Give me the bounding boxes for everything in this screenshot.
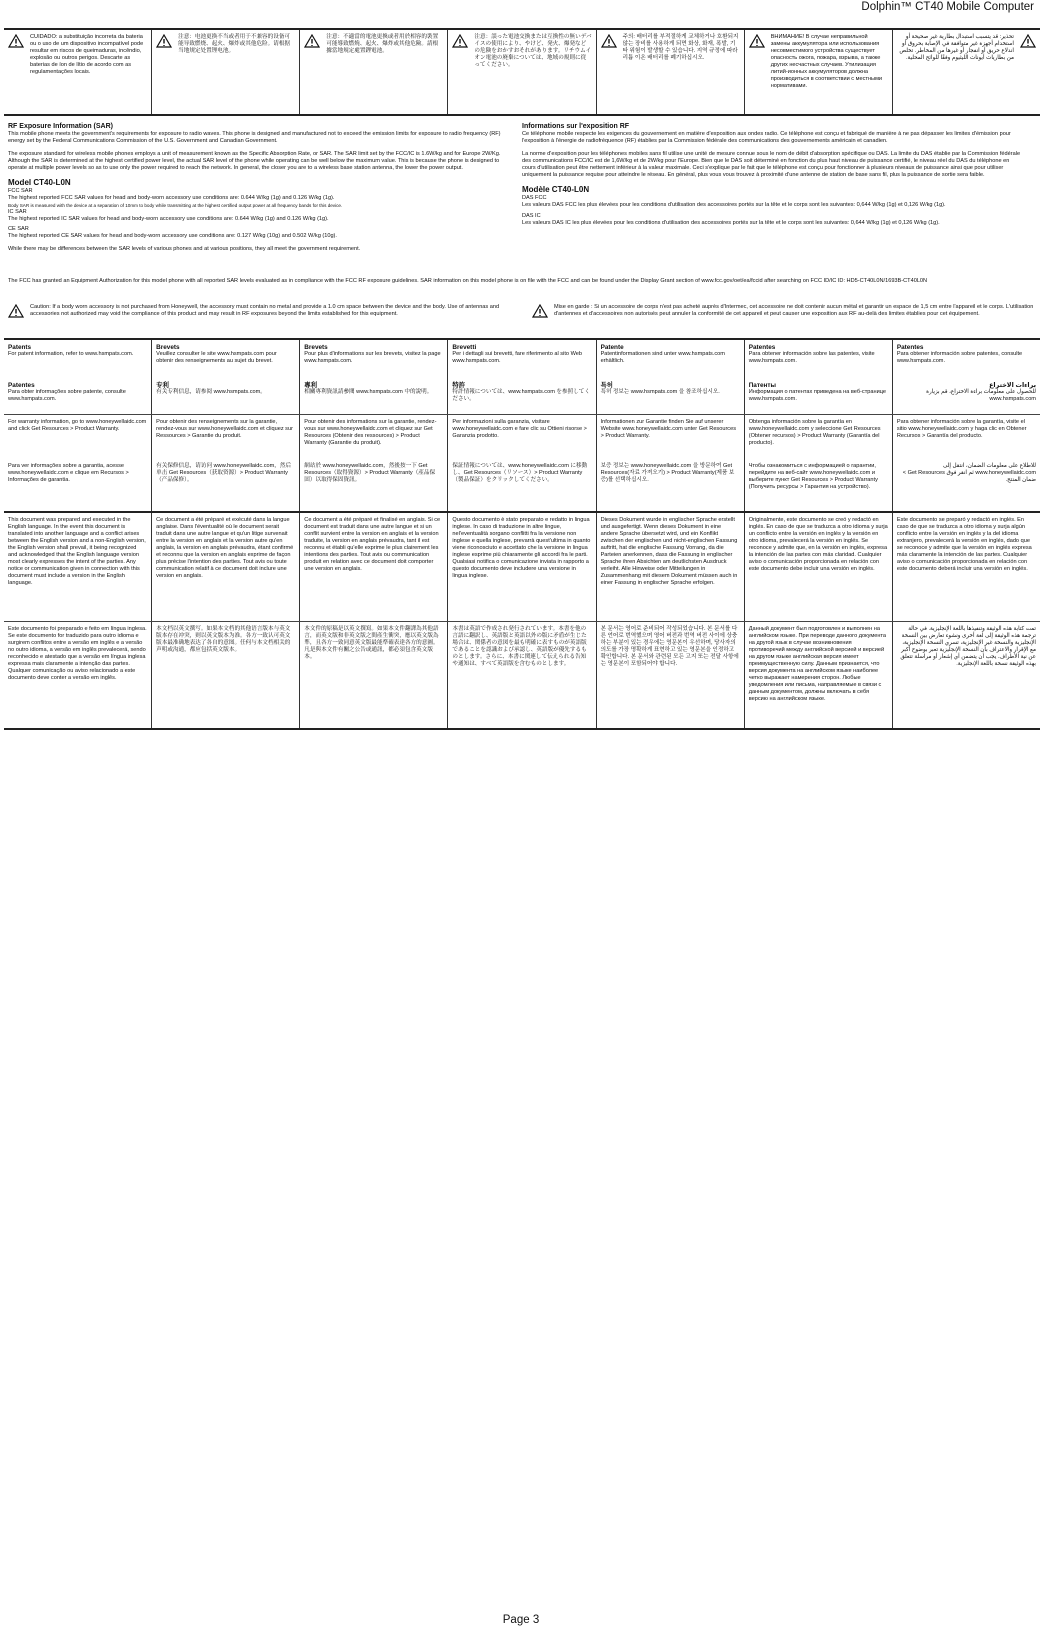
- warning-text: 注意：誤った電池交換または互換性の無いデバイスの使用により、やけど、発火、爆発などの危険をおかすおそれがあります。リチウムイオン電池の廃棄については、地域の規則に従ってください。: [474, 34, 592, 68]
- warning-triangle-icon: [452, 34, 468, 48]
- patent-title: Patentes: [8, 382, 35, 389]
- model-heading: Model CT40-L0N: [8, 178, 71, 187]
- patent-cell: [151, 340, 299, 378]
- patent-title: Patente: [600, 344, 624, 351]
- warning-text: 注意：不適當的電池更換或者用於相容的裝置可能導致燃燒、起火、爆炸或其他危險。請根據當地規定處置鋰電池。: [326, 34, 439, 54]
- patent-title: Brevetti: [452, 344, 477, 351]
- patent-text: For patent information, refer to www.hsmpats.com.: [8, 351, 134, 357]
- warranty-cell: 보증 정보는 www.honeywellaidc.com 을 방문하여 Get Resources(자료 가져오기) > Product Warranty(제품 보증)를 선택하십시오.: [596, 459, 744, 511]
- patent-text: Veuillez consulter le site www.hsmpats.com pour obtenir des renseignements au sujet du brevet.: [156, 351, 277, 364]
- page-number: Page 3: [502, 1614, 540, 1626]
- patent-title: Патенты: [748, 382, 776, 389]
- warranty-cell: 網站於 www.honeywellaidc.com，然後按一下 Get Resources（取得資源）> Product Warranty（產品保固）以取得保固資訊。: [299, 459, 447, 511]
- warning-cell: [447, 30, 595, 114]
- patent-title: Patentes: [748, 344, 776, 351]
- fcc-sar-text: The highest reported FCC SAR values for head and body-worn accessory use conditions are: 0.644 W/kg (1g) and 0.126 W/kg (1g).: [8, 195, 335, 201]
- warranty-cell: Per informazioni sulla garanzia, visitare www.honeywellaidc.com e fare clic su Ottieni risorse > Garanzia prodotto.: [447, 415, 595, 459]
- fcc-sar-note: Body SAR is measured with the device at a separation of 10mm to body while transmitting at the highest certified output power at all frequency bands for this device.: [8, 203, 343, 208]
- patent-cell: [744, 340, 892, 378]
- patent-cell: [447, 378, 595, 414]
- fcc-sar-text: Les valeurs DAS FCC les plus élevées pour les conditions d'utilisation des accessoires portés sur la tête et le corps sont les suivantes: 0,644 W/kg (1g) et 0,126 W/kg (1g).: [522, 202, 946, 208]
- patent-cell: [151, 378, 299, 414]
- patents-row: [4, 378, 1040, 414]
- warranty-cell: 保証情報については、www.honeywellaidc.com に移動し、Get Resources（リソース）> Product Warranty（製品保証）をクリックしてください。: [447, 459, 595, 511]
- language-notice-cell: Este documento foi preparado e feito em língua inglesa. Se este documento for traduzido para outro idioma e surgirem conflitos entre a versão em inglês e a versão no outro idioma, a versão em inglês prevalecerá, sendo reconhecido e atestado que a versão em língua inglesa expressa mais claramente a intenção das partes. Qualquer comunicação ou aviso relacionado a este documento deve conter a versão em inglês.: [8, 626, 147, 681]
- warranty-cell: Para ver informações sobre a garantia, acesse www.honeywellaidc.com e clique em Recursos > Informações de garantia.: [8, 463, 129, 483]
- warranty-cell: للاطلاع على معلومات الضمان، انتقل إلى www.honeywellaidc.com ثم انقر فوق Get Resources > ضمان المنتج.: [892, 459, 1040, 511]
- warning-triangle-icon: [8, 304, 24, 318]
- language-notice-cell: Originalmente, este documento se creó y redactó en inglés. En caso de que se traduzca a otro idioma y surja un conflicto entre la versión en inglés y la versión en otro idioma, prevalecerá la versión en inglés. Se reconoce y admite que, en la versión en inglés, expresa la intención de las partes con más claridad. Cualquier aviso o comunicación proporcionada en relación con este documento debe incluir una versión en inglés.: [744, 513, 892, 621]
- warning-cell: [892, 30, 1040, 114]
- battery-warning-row: [4, 30, 1040, 114]
- rf-title: RF Exposure Information (SAR): [8, 123, 114, 130]
- warning-triangle-icon: [749, 34, 765, 48]
- document-body: [4, 28, 1040, 730]
- patent-text: 有关专利信息，请参阅 www.hsmpats.com。: [156, 389, 266, 395]
- caution-row: [4, 300, 1040, 338]
- patent-title: Brevets: [304, 344, 328, 351]
- caution-french: [532, 304, 1036, 334]
- warranty-cell: Obtenga información sobre la garantía en www.honeywellaidc.com y seleccione Get Resources (Obtener recursos) > Product Warranty (Garantía del producto).: [744, 415, 892, 459]
- language-notice-row: [4, 622, 1040, 728]
- warning-text: تحذير: قد يتسبب استبدال بطارية غير صحيحة أو استخدام أجهزة غير متوافقة في الإصابة بحروق أو اندلاع حريق أو انفجار أو غيرها من المخاطر. تخلص من بطاريات أيونات الليثيوم وفقًا للوائح المحلية.: [899, 34, 1014, 61]
- patent-cell: [299, 378, 447, 414]
- patent-title: 특허: [600, 382, 613, 389]
- patent-title: 专利: [156, 382, 169, 389]
- patent-title: Brevets: [156, 344, 180, 351]
- warranty-cell: Pour obtenir des informations sur la garantie, rendez-vous sur www.honeywellaidc.com et cliquez sur Get Resources (Obtenir des ressources) > Product Warranty (Garantie du produit).: [299, 415, 447, 459]
- patent-text: Pour plus d'informations sur les brevets, visitez la page www.hsmpats.com.: [304, 351, 441, 364]
- ic-sar-text: Les valeurs DAS IC les plus élevées pour les conditions d'utilisation des accessoires portés sur la tête et le corps sont les suivantes: 0,644 W/kg (1g) et 0,126 W/kg (1g).: [522, 220, 940, 226]
- patent-text: Patentinformationen sind unter www.hsmpats.com erhältlich.: [600, 351, 725, 364]
- warning-cell: [299, 30, 447, 114]
- patent-cell: [596, 340, 744, 378]
- caution-text: Mise en garde : Si un accessoire de corps n'est pas acheté auprès d'Intermec, cet accessoire ne doit contenir aucun métal et garantir un espace de 1,5 cm entre l'appareil et le corps. L'utilisation d'antennes et d'accessoires non autorisés peut annuler la conformité de cet appareil et peut causer une exposition aux RF au-delà des limites établies pour cet équipement.: [554, 304, 1034, 317]
- patent-title: Patentes: [896, 344, 924, 351]
- warning-triangle-icon: [8, 34, 24, 48]
- fcc-sar-heading: FCC SAR: [8, 188, 33, 194]
- rf-paragraph: The exposure standard for wireless mobile phones employs a unit of measurement known as the Specific Absorption Rate, or SAR. The SAR limit set by the FCC/IC is 1.6W/kg and for Europe 2W/Kg. Although the SAR is determined at the highest certified power level, the actual SAR level of the phone while operating can be well below the maximum value. This is because the phone is designed to operate at multiple power levels so as to use only the power required to reach the network. In general, the closer you are to a wireless base station antenna, the lower the power output.: [8, 151, 501, 171]
- patent-cell: [744, 378, 892, 414]
- rf-paragraph: Ce téléphone mobile respecte les exigences du gouvernement en matière d'exposition aux ondes radio. Ce téléphone est conçu et fabriqué de manière à ne pas dépasser les limites d'émission pour l'exposition à l'énergie de radiofréquence (RF) établies par la Commission fédérale des communications des gouvernements américain et canadien.: [522, 131, 1011, 144]
- warning-triangle-icon: [304, 34, 320, 48]
- divider: [4, 728, 1040, 730]
- patent-text: للحصول على معلومات براءة الاختراع، قم بزيارة www.hsmpats.com: [926, 389, 1036, 402]
- warning-cell: [744, 30, 892, 114]
- patent-text: Para obtener información sobre las patentes, visite www.hsmpats.com.: [748, 351, 875, 364]
- patent-title: 專利: [304, 382, 318, 389]
- patent-text: Para obter informações sobre patente, consulte www.hsmpats.com.: [8, 389, 126, 402]
- document-header-title: Dolphin™ CT40 Mobile Computer: [861, 1, 1034, 13]
- warranty-cell: Чтобы ознакомиться с информацией о гарантии, перейдите на веб-сайт www.honeywellaidc.com и выберите пункт Get Resources > Product Warranty (Получить ресурсы > Гарантия на устройство).: [744, 459, 892, 511]
- fcc-sar-heading: DAS FCC: [522, 195, 547, 201]
- language-notice-row: [4, 513, 1040, 621]
- patent-text: 相關專利資訊請參閱 www.hsmpats.com 中的說明。: [304, 389, 433, 395]
- ic-sar-heading: DAS IC: [522, 213, 541, 219]
- patent-cell: [299, 340, 447, 378]
- rf-english-column: [8, 122, 522, 272]
- warning-cell: [596, 30, 744, 114]
- language-notice-cell: Dieses Dokument wurde in englischer Sprache erstellt und ausgefertigt. Wenn dieses Dokument in eine andere Sprache übersetzt wird, und ein Konflikt zwischen der englischen und nicht-englischen Fassung auftritt, hat die englische Fassung Vorrang, da die Parteien anerkennen, dass die Fassung in englischer Sprache ihren Absichten am deutlichsten Ausdruck verleiht. Alle Hinweise oder Mitteilungen in Zusammenhang mit diesem Dokument müssen auch in einer Fassung in englischer Sprache erfolgen.: [596, 513, 744, 621]
- rf-exposure-section: [4, 116, 1040, 278]
- patent-text: 특허 정보는 www.hsmpats.com 을 참조하십시오.: [600, 389, 720, 395]
- language-notice-cell: This document was prepared and executed in the English language. In the event this document is translated into another language and a conflict arises between the English version and a non-English version, the English version shall prevail, it being recognized and acknowledged that the English language version most clearly expresses the intent of the parties. Any notice or communication given in connection with this document must include a version in the English language.: [8, 517, 146, 586]
- patents-row: [4, 340, 1040, 378]
- language-notice-cell: 本書は英語で作成され発行されています。本書を他の言語に翻訳し、英語版と英語以外の版に矛盾が生じた場合は、関係者の意図を最も明確に表すものが英語版であることを認識および承認し、英語版が優先するものとします。さらに、本書に関連して伝えられる告知や通知は、すべて英語版を含むものとします。: [447, 622, 595, 728]
- ce-sar-heading: CE SAR: [8, 226, 29, 232]
- warranty-cell: Informationen zur Garantie finden Sie auf unserer Website www.honeywellaidc.com unter Get Resources > Product Warranty.: [596, 415, 744, 459]
- language-notice-cell: Este documento se preparó y redactó en inglés. En caso de que se traduzca a otro idioma y surja algún conflicto entre la versión en inglés y la del idioma extranjero, prevalecerá la versión en inglés, dado que se reconoce y admite que la versión en inglés expresa más claramente la intención de las partes. Cualquier aviso o comunicación proporcionada en relación con este documento deberá incluir una versión en inglés.: [892, 513, 1040, 621]
- warning-triangle-icon: [601, 34, 617, 48]
- warranty-row: [4, 415, 1040, 459]
- patent-text: Информация о патентах приведена на веб-странице www.hsmpats.com.: [748, 389, 886, 402]
- patent-text: 特許情報については、www.hsmpats.com を参照してください。: [452, 389, 590, 402]
- warranty-cell: For warranty information, go to www.honeywellaidc.com and click Get Resources > Product Warranty.: [8, 419, 147, 432]
- rf-french-column: [522, 122, 1036, 272]
- language-notice-cell: 본 문서는 영어로 준비되어 작성되었습니다. 본 문서를 다른 언어로 번역했으며 영어 버전과 번역 버전 사이에 상충하는 부분이 있는 경우에는 영문본이 우선하며, 당사자의 의도를 가장 명확하게 표현하고 있는 영문본을 인정하고 확인합니다. 본 문서와 관련된 모든 고지 또는 전달 사항에는 영문본이 포함되어야 합니다.: [596, 622, 744, 728]
- warning-text: 注意：电池更换不当或者用于不兼容的设备可能导致燃烧、起火、爆炸或其他危险。请根据当地规定处置锂电池。: [178, 34, 291, 54]
- patent-cell: [892, 340, 1040, 378]
- fcc-grant-text: The FCC has granted an Equipment Authorization for this model phone with all reported SAR levels evaluated as in compliance with the FCC RF exposure guidelines. SAR information on this model phone is on file with the FCC and can be found under the Display Grant section of www.fcc.gov/oet/ea/fccid after searching on FCC ID/IC ID: HD5-CT40L0N/1693B-CT40L0N: [8, 278, 928, 284]
- patent-text: Para obtener información sobre patentes, consulte www.hsmpats.com.: [896, 351, 1023, 364]
- rf-title: Informations sur l'exposition RF: [522, 123, 630, 130]
- warning-text: CUIDADO: a substituição incorreta da bateria ou o uso de um dispositivo incompatível pode resultar em riscos de queimaduras, incêndio, explosão ou outros perigos. Descarte as baterias de íon de lítio de acordo com as regulamentações locais.: [30, 34, 144, 75]
- sar-difference-text: While there may be differences between the SAR levels of various phones and at various positions, they all meet the government requirement.: [8, 246, 361, 252]
- patent-cell: [447, 340, 595, 378]
- rf-paragraph: La norme d'exposition pour les téléphones mobiles sans fil utilise une unité de mesure connue sous le nom de débit d'absorption spécifique ou DAS. La limite du DAS établie par la Commission fédérale des communications FCC/IC est de 1,6W/kg et de 2W/kg pour l'Europe. Bien que le DAS soit déterminé en fonction du plus haut niveau de puissance certifié, le niveau réel du DAS du téléphone en cours d'utilisation peut être nettement inférieur à la valeur maximale. Ceci s'explique par le fait que le téléphone est conçu pour fonctionner à plusieurs niveaux de puissance ainsi que pour utiliser uniquement la puissance requise pour atteindre le réseau. En général, plus vous vous trouvez à proximité d'une antenne de station de base sans fil, plus la puissance de sortie sera faible.: [522, 151, 1021, 178]
- warranty-cell: 有关保修信息，请访问 www.honeywellaidc.com，然后单击 Get Resources（获取资源）> Product Warranty（产品保修）。: [151, 459, 299, 511]
- rf-paragraph: This mobile phone meets the government's requirements for exposure to radio waves. This phone is designed and manufactured not to exceed the emission limits for exposure to radio frequency (RF) energy set by the Federal Communications Commission of the U.S. Government and Canadian Government.: [8, 131, 501, 144]
- warning-cell: [151, 30, 299, 114]
- model-heading: Modèle CT40-L0N: [522, 185, 590, 194]
- language-notice-cell: Данный документ был подготовлен и выполнен на английском языке. При переводе данного документа на другой язык в случае возникновения противоречий между английской версией и версией на другом языке английская версия имеет преимущественную силу. Данным признается, что версия документа на английском языке наиболее четко выражает намерения сторон. Любые уведомления или письма, направляемые в связи с данным документом, должны включать в себя версию на английском языке.: [744, 622, 892, 728]
- patent-cell: [4, 378, 151, 414]
- language-notice-cell: تمت كتابة هذه الوثيقة وتنفيذها باللغة الإنجليزية. في حالة ترجمة هذه الوثيقة إلى لغة أخرى ونشوء تعارض بين النسخة الإنجليزية والنسخة غير الإنجليزية، تسري النسخة الإنجليزية، مع الإقرار والاعتراف بأن النسخة الإنجليزية تعبر بوضوح أكبر عن نية الأطراف. يجب أن يتضمن أي إشعار أو مراسلة تتعلق بهذه الوثيقة نسخة باللغة الإنجليزية.: [892, 622, 1040, 728]
- language-notice-cell: 本文件的原稿是以英文撰寫。如果本文件翻譯為其他語言，而英文版和非英文版之間產生衝突，應以英文版為準，且各方一致同意英文版最能準確表達各方的意圖。凡是與本文件有關之公告或通訊，都必須包含英文版本。: [299, 622, 447, 728]
- warning-text: 주의: 배터리를 부적절하게 교체하거나 호환되지 않는 장비를 사용하게 되면 화상, 화재, 폭발, 기타 위험이 발생할 수 있습니다. 지역 규정에 따라 리튬 이온 배터리를 폐기하십시오.: [622, 34, 739, 61]
- language-notice-cell: 本文档以英文撰写。如果本文档的其他语言版本与英文版本存在冲突，则以英文版本为准。各方一致认可英文版本最准确地表达了各自的意图。任何与本文档相关的声明或沟通，都应包括英文版本。: [151, 622, 299, 728]
- language-notice-cell: Ce document a été préparé et exécuté dans la langue anglaise. Dans l'éventualité où le document serait traduit dans une autre langue et qu'un litige survenait entre la version en anglais et la version autre qu'en anglais, la version en anglais prévaudra, étant confirmé et reconnu que la version en anglais exprime de façon plus précise l'intention des parties. Tout avis ou toute communication relatif à ce document doit inclure une version en anglais.: [151, 513, 299, 621]
- patent-cell: [892, 378, 1040, 414]
- warning-triangle-icon: [156, 34, 172, 48]
- ic-sar-heading: IC SAR: [8, 209, 27, 215]
- ce-sar-text: The highest reported CE SAR values for head and body-worn accessory use conditions are: 0.127 W/kg (10g) and 0.502 W/kg (10g).: [8, 233, 337, 239]
- caution-english: [8, 304, 532, 334]
- language-notice-cell: Questo documento è stato preparato e redatto in lingua inglese. In caso di traduzione in altre lingue, nel'eventualità sorgano conflitti fra la versione non inglese e quella inglese, prevarrà quest'ultima in quanto viene riconosciuto e accettato che la versione in lingua inglese esprime più chiaramente gli accordi fra le parti. Qualsiasi notifica o comunicazione inviata in rapporto a questo documento deve includere una versione in lingua inglese.: [447, 513, 595, 621]
- caution-text: Caution: If a body worn accessory is not purchased from Honeywell, the accessory must contain no metal and provide a 1.0 cm space between the device and the body. Use of antennas and accessories not authorized may void the compliance of this product and may result in RF exposures beyond the limits established for this equipment.: [30, 304, 500, 317]
- patent-cell: [4, 340, 151, 378]
- language-notice-cell: Ce document a été préparé et finalisé en anglais. Si ce document est traduit dans une autre langue et si un conflit survient entre la version en anglais et la version traduite, la version en anglais prévaudra, tant il est reconnu et établi qu'elle exprime le plus clairement les intentions des parties. Tout avis ou communication produit en relation avec ce document doit comporter une version en anglais.: [299, 513, 447, 621]
- patent-title: Patents: [8, 344, 32, 351]
- warning-cell: [4, 30, 151, 114]
- warranty-cell: Pour obtenir des renseignements sur la garantie, rendez-vous sur www.honeywellaidc.com et cliquez sur Ressources > Garantie du produit.: [151, 415, 299, 459]
- warranty-cell: Para obtener información sobre la garantía, visite el sitio www.honeywellaidc.com y haga clic en Obtener Recursos > Garantía del producto.: [892, 415, 1040, 459]
- warning-triangle-icon: [532, 304, 548, 318]
- patent-title: براءات الاختراع: [989, 382, 1036, 389]
- patent-title: 特許: [452, 382, 466, 389]
- warning-text: ВНИМАНИЕ! В случае неправильной замены аккумулятора или использования несовместимого устройства существует опасность ожога, пожара, взрыва, а также других несчастных случаев. Утилизация литий-ионных аккумуляторов должна производиться в соответствии с местными нормативами.: [770, 34, 883, 89]
- patent-text: Per i dettagli sui brevetti, fare riferimento al sito Web www.hsmpats.com.: [452, 351, 582, 364]
- warning-triangle-icon: [1020, 34, 1036, 48]
- ic-sar-text: The highest reported IC SAR values for head and body-worn accessory use conditions are: 0.644 W/kg (1g) and 0.126 W/kg (1g).: [8, 216, 329, 222]
- warranty-row: [4, 459, 1040, 511]
- patent-cell: [596, 378, 744, 414]
